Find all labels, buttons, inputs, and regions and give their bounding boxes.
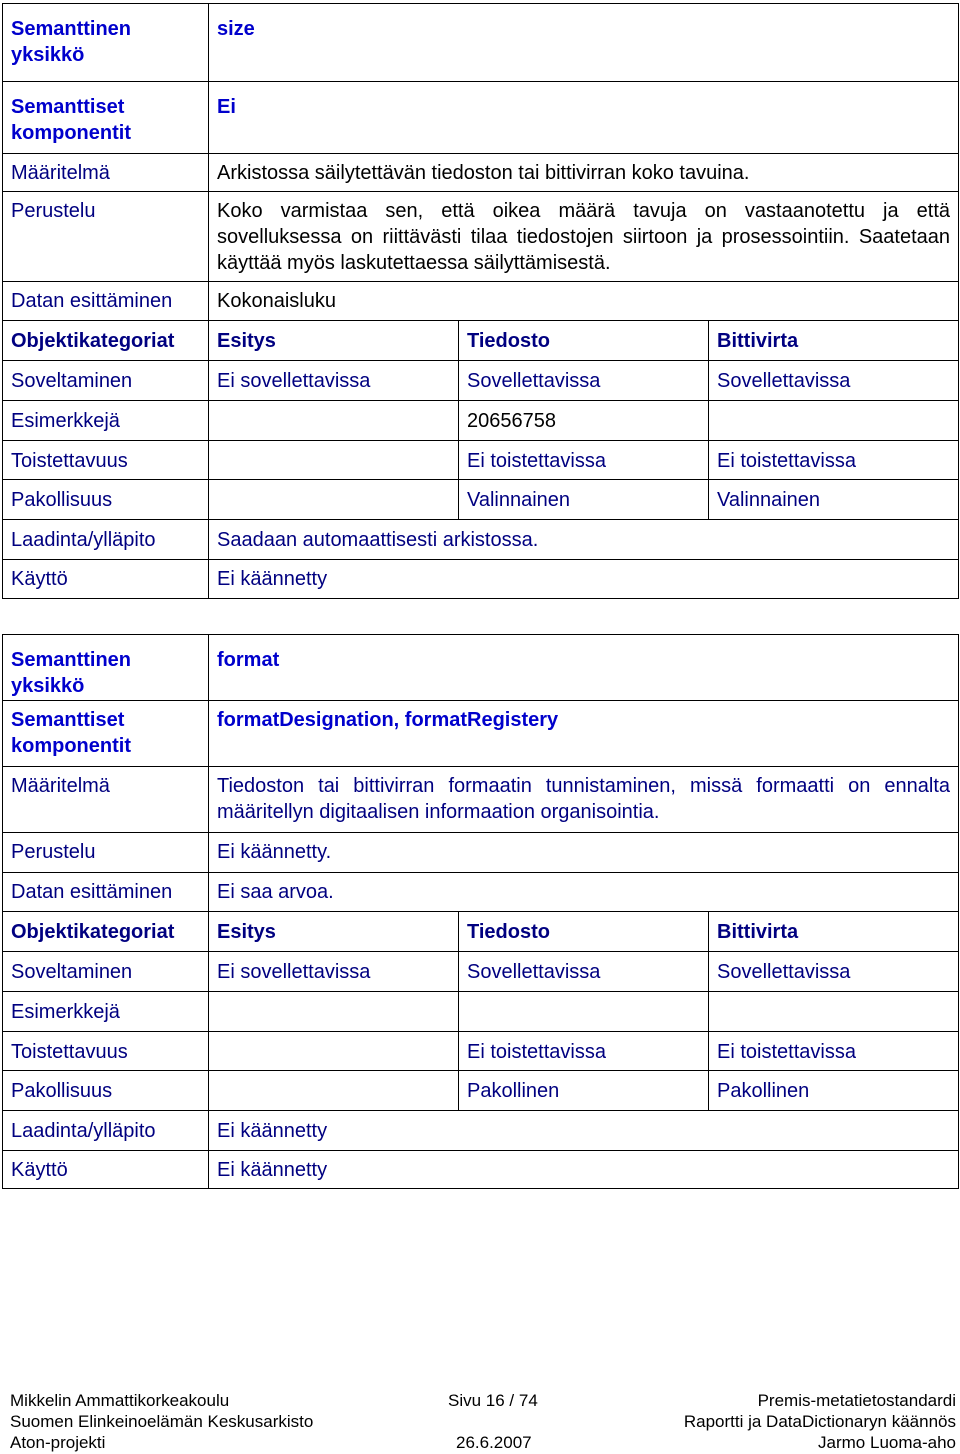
applicability-label: Soveltaminen xyxy=(3,952,209,992)
footer-institution: Mikkelin Ammattikorkeakoulu xyxy=(10,1391,230,1410)
rationale-label: Perustelu xyxy=(3,192,209,282)
footer-report-title: Raportti ja DataDictionaryn käännös xyxy=(683,1412,956,1431)
definition-value: Arkistossa säilytettävän tiedoston tai bittivirran koko tavuina. xyxy=(209,154,959,192)
creation-maintenance-label: Laadinta/ylläpito xyxy=(3,1111,209,1151)
repeatability-representation xyxy=(209,1032,459,1071)
creation-maintenance-label: Laadinta/ylläpito xyxy=(3,520,209,560)
examples-file: 20656758 xyxy=(459,401,709,441)
object-category-representation: Esitys xyxy=(209,912,459,952)
examples-bitstream xyxy=(709,401,959,441)
data-representation-value: Kokonaisluku xyxy=(209,282,959,321)
object-category-file: Tiedosto xyxy=(459,912,709,952)
applicability-file: Sovellettavissa xyxy=(459,952,709,992)
usage-label: Käyttö xyxy=(3,1151,209,1189)
semantic-unit-label: Semanttinen yksikkö xyxy=(3,4,209,82)
footer-row-2 xyxy=(10,1411,956,1432)
object-category-file: Tiedosto xyxy=(459,321,709,361)
footer-author: Jarmo Luoma-aho xyxy=(818,1433,956,1452)
semantic-components-value: formatDesignation, formatRegistery xyxy=(209,701,959,767)
repeatability-label: Toistettavuus xyxy=(3,441,209,480)
footer-project: Aton-projekti xyxy=(10,1433,106,1452)
page-footer xyxy=(10,1390,956,1453)
repeatability-file: Ei toistettavissa xyxy=(459,1032,709,1071)
repeatability-bitstream: Ei toistettavissa xyxy=(709,1032,959,1071)
applicability-representation: Ei sovellettavissa xyxy=(209,952,459,992)
object-category-representation: Esitys xyxy=(209,321,459,361)
footer-row-1 xyxy=(10,1390,956,1411)
examples-bitstream xyxy=(709,992,959,1032)
obligation-file: Valinnainen xyxy=(459,480,709,520)
repeatability-bitstream: Ei toistettavissa xyxy=(709,441,959,480)
object-category-bitstream: Bittivirta xyxy=(709,912,959,952)
applicability-label: Soveltaminen xyxy=(3,361,209,401)
usage-value: Ei käännetty xyxy=(209,560,959,599)
rationale-value: Ei käännetty. xyxy=(209,833,959,873)
applicability-file: Sovellettavissa xyxy=(459,361,709,401)
semantic-unit-value: format xyxy=(209,635,959,701)
obligation-representation xyxy=(209,480,459,520)
repeatability-file: Ei toistettavissa xyxy=(459,441,709,480)
obligation-label: Pakollisuus xyxy=(3,1071,209,1111)
obligation-bitstream: Valinnainen xyxy=(709,480,959,520)
semantic-components-label: Semanttiset komponentit xyxy=(3,82,209,154)
rationale-label: Perustelu xyxy=(3,833,209,873)
examples-label: Esimerkkejä xyxy=(3,401,209,441)
examples-representation xyxy=(209,401,459,441)
examples-file xyxy=(459,992,709,1032)
usage-value: Ei käännetty xyxy=(209,1151,959,1189)
examples-representation xyxy=(209,992,459,1032)
semantic-unit-value: size xyxy=(209,4,959,82)
definition-value: Tiedoston tai bittivirran formaatin tunnistaminen, missä formaatti on ennalta määritellyn digitaalisen informaation organisointia. xyxy=(209,767,959,833)
object-categories-label: Objektikategoriat xyxy=(3,912,209,952)
semantic-components-value: Ei xyxy=(209,82,959,154)
examples-label: Esimerkkejä xyxy=(3,992,209,1032)
data-representation-label: Datan esittäminen xyxy=(3,873,209,912)
repeatability-label: Toistettavuus xyxy=(3,1032,209,1071)
applicability-representation: Ei sovellettavissa xyxy=(209,361,459,401)
semantic-unit-table-size xyxy=(2,3,959,599)
footer-document-title: Premis-metatietostandardi xyxy=(757,1391,956,1410)
rationale-value: Koko varmistaa sen, että oikea määrä tavuja on vastaanotettu ja että sovelluksessa on riittävästi tilaa tiedostojen siirtoon ja prosessointiin. Saatetaan käyttää myös laskutettaessa säilyttämisestä. xyxy=(209,192,959,282)
definition-label: Määritelmä xyxy=(3,767,209,833)
applicability-bitstream: Sovellettavissa xyxy=(709,952,959,992)
usage-label: Käyttö xyxy=(3,560,209,599)
obligation-representation xyxy=(209,1071,459,1111)
footer-organization: Suomen Elinkeinoelämän Keskusarkisto xyxy=(10,1412,314,1431)
obligation-bitstream: Pakollinen xyxy=(709,1071,959,1111)
footer-page-number: Sivu 16 / 74 xyxy=(448,1391,538,1410)
footer-row-3 xyxy=(10,1432,956,1453)
applicability-bitstream: Sovellettavissa xyxy=(709,361,959,401)
semantic-unit-label: Semanttinen yksikkö xyxy=(3,635,209,701)
definition-label: Määritelmä xyxy=(3,154,209,192)
object-category-bitstream: Bittivirta xyxy=(709,321,959,361)
data-representation-label: Datan esittäminen xyxy=(3,282,209,321)
creation-maintenance-value: Saadaan automaattisesti arkistossa. xyxy=(209,520,959,560)
repeatability-representation xyxy=(209,441,459,480)
creation-maintenance-value: Ei käännetty xyxy=(209,1111,959,1151)
data-representation-value: Ei saa arvoa. xyxy=(209,873,959,912)
obligation-label: Pakollisuus xyxy=(3,480,209,520)
footer-date: 26.6.2007 xyxy=(456,1433,532,1452)
semantic-unit-table-format xyxy=(2,634,959,1189)
obligation-file: Pakollinen xyxy=(459,1071,709,1111)
semantic-components-label: Semanttiset komponentit xyxy=(3,701,209,767)
object-categories-label: Objektikategoriat xyxy=(3,321,209,361)
